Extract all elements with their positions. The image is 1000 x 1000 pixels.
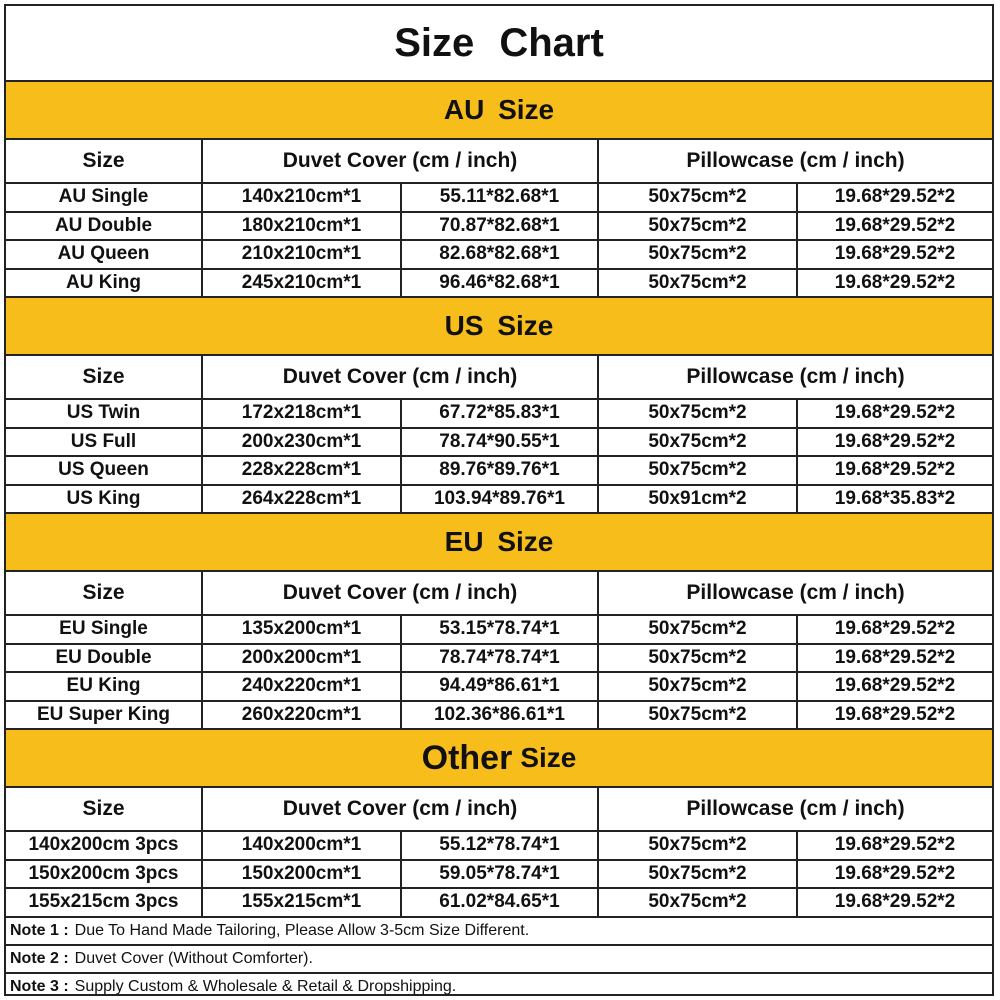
cell-pillow-cm: 50x75cm*2 [598,269,797,298]
table-row [6,888,992,917]
cell-duvet-cm: 210x210cm*1 [202,240,401,269]
cell-pillow-in: 19.68*35.83*2 [797,485,992,514]
table-header-row [6,356,992,399]
column-header-size: Size [6,572,202,615]
cell-pillow-in: 19.68*29.52*2 [797,672,992,701]
section-label: Size [520,742,577,773]
column-header-size: Size [6,140,202,183]
note-text: Duvet Cover (Without Comforter). [74,949,313,967]
table-header-row [6,572,992,615]
page-title: Size Chart [6,6,992,82]
section-label: AU Size [443,94,555,125]
column-header-duvet: Duvet Cover (cm / inch) [202,572,598,615]
column-header-duvet: Duvet Cover (cm / inch) [202,788,598,831]
cell-duvet-in: 89.76*89.76*1 [401,456,598,485]
cell-size: EU King [6,672,202,701]
cell-size: US Full [6,428,202,457]
cell-pillow-cm: 50x75cm*2 [598,615,797,644]
cell-pillow-in: 19.68*29.52*2 [797,212,992,241]
cell-pillow-in: 19.68*29.52*2 [797,269,992,298]
cell-duvet-in: 82.68*82.68*1 [401,240,598,269]
cell-duvet-cm: 240x220cm*1 [202,672,401,701]
cell-pillow-in: 19.68*29.52*2 [797,860,992,889]
cell-pillow-cm: 50x75cm*2 [598,860,797,889]
section-header [6,298,992,356]
section-header [6,82,992,140]
cell-size: US Twin [6,399,202,428]
cell-duvet-in: 67.72*85.83*1 [401,399,598,428]
cell-duvet-cm: 140x200cm*1 [202,831,401,860]
notes [6,918,992,1000]
section-header [6,730,992,788]
cell-duvet-in: 55.12*78.74*1 [401,831,598,860]
column-header-pillow: Pillowcase (cm / inch) [598,572,992,615]
cell-pillow-in: 19.68*29.52*2 [797,888,992,917]
note-label: Note 1 : [10,921,69,939]
cell-pillow-in: 19.68*29.52*2 [797,701,992,730]
cell-pillow-in: 19.68*29.52*2 [797,240,992,269]
cell-size: AU King [6,269,202,298]
table-row [6,269,992,298]
cell-duvet-in: 70.87*82.68*1 [401,212,598,241]
cell-pillow-cm: 50x75cm*2 [598,183,797,212]
column-header-pillow: Pillowcase (cm / inch) [598,140,992,183]
table-row [6,485,992,514]
note-label: Note 3 : [10,977,69,995]
cell-duvet-cm: 135x200cm*1 [202,615,401,644]
cell-pillow-in: 19.68*29.52*2 [797,615,992,644]
cell-duvet-in: 78.74*78.74*1 [401,644,598,673]
cell-duvet-in: 103.94*89.76*1 [401,485,598,514]
note-line [6,946,992,974]
cell-duvet-cm: 228x228cm*1 [202,456,401,485]
table-header-row [6,140,992,183]
note-text: Due To Hand Made Tailoring, Please Allow 3-5cm Size Different. [74,921,530,939]
cell-duvet-in: 53.15*78.74*1 [401,615,598,644]
cell-pillow-cm: 50x91cm*2 [598,485,797,514]
cell-pillow-cm: 50x75cm*2 [598,888,797,917]
size-table [6,140,992,298]
table-row [6,615,992,644]
cell-size: 150x200cm 3pcs [6,860,202,889]
table-row [6,672,992,701]
cell-size: 155x215cm 3pcs [6,888,202,917]
cell-size: EU Super King [6,701,202,730]
column-header-duvet: Duvet Cover (cm / inch) [202,356,598,399]
cell-pillow-cm: 50x75cm*2 [598,428,797,457]
cell-size: US King [6,485,202,514]
cell-pillow-in: 19.68*29.52*2 [797,428,992,457]
column-header-pillow: Pillowcase (cm / inch) [598,788,992,831]
cell-pillow-in: 19.68*29.52*2 [797,183,992,212]
cell-pillow-cm: 50x75cm*2 [598,644,797,673]
cell-duvet-cm: 155x215cm*1 [202,888,401,917]
section-label: EU Size [444,526,554,557]
cell-duvet-cm: 140x210cm*1 [202,183,401,212]
size-table [6,356,992,514]
column-header-size: Size [6,356,202,399]
cell-size: EU Single [6,615,202,644]
table-row [6,240,992,269]
table-row [6,428,992,457]
cell-pillow-cm: 50x75cm*2 [598,240,797,269]
cell-size: AU Queen [6,240,202,269]
cell-duvet-cm: 260x220cm*1 [202,701,401,730]
cell-duvet-cm: 150x200cm*1 [202,860,401,889]
table-row [6,399,992,428]
table-row [6,831,992,860]
cell-pillow-cm: 50x75cm*2 [598,456,797,485]
cell-size: US Queen [6,456,202,485]
cell-pillow-cm: 50x75cm*2 [598,831,797,860]
cell-size: 140x200cm 3pcs [6,831,202,860]
section-label: US Size [444,310,554,341]
section-label-big: Other [421,738,513,777]
cell-size: EU Double [6,644,202,673]
cell-size: AU Single [6,183,202,212]
cell-duvet-in: 94.49*86.61*1 [401,672,598,701]
cell-duvet-cm: 180x210cm*1 [202,212,401,241]
cell-duvet-in: 59.05*78.74*1 [401,860,598,889]
column-header-pillow: Pillowcase (cm / inch) [598,356,992,399]
cell-duvet-in: 55.11*82.68*1 [401,183,598,212]
cell-duvet-in: 102.36*86.61*1 [401,701,598,730]
cell-duvet-in: 96.46*82.68*1 [401,269,598,298]
cell-duvet-cm: 200x230cm*1 [202,428,401,457]
cell-pillow-cm: 50x75cm*2 [598,399,797,428]
cell-pillow-cm: 50x75cm*2 [598,212,797,241]
size-chart [4,4,994,996]
table-row [6,183,992,212]
cell-duvet-cm: 245x210cm*1 [202,269,401,298]
cell-pillow-in: 19.68*29.52*2 [797,644,992,673]
column-header-size: Size [6,788,202,831]
cell-pillow-cm: 50x75cm*2 [598,672,797,701]
table-row [6,860,992,889]
cell-duvet-cm: 264x228cm*1 [202,485,401,514]
cell-duvet-cm: 200x200cm*1 [202,644,401,673]
cell-pillow-in: 19.68*29.52*2 [797,456,992,485]
sections [6,82,992,918]
table-header-row [6,788,992,831]
section-header [6,514,992,572]
size-table [6,572,992,730]
note-line [6,974,992,1000]
table-row [6,456,992,485]
cell-pillow-in: 19.68*29.52*2 [797,399,992,428]
note-label: Note 2 : [10,949,69,967]
cell-pillow-cm: 50x75cm*2 [598,701,797,730]
column-header-duvet: Duvet Cover (cm / inch) [202,140,598,183]
table-row [6,212,992,241]
cell-duvet-in: 78.74*90.55*1 [401,428,598,457]
cell-size: AU Double [6,212,202,241]
note-text: Supply Custom & Wholesale & Retail & Dropshipping. [74,977,457,995]
cell-duvet-cm: 172x218cm*1 [202,399,401,428]
note-line [6,918,992,946]
size-table [6,788,992,918]
table-row [6,644,992,673]
table-row [6,701,992,730]
cell-duvet-in: 61.02*84.65*1 [401,888,598,917]
cell-pillow-in: 19.68*29.52*2 [797,831,992,860]
